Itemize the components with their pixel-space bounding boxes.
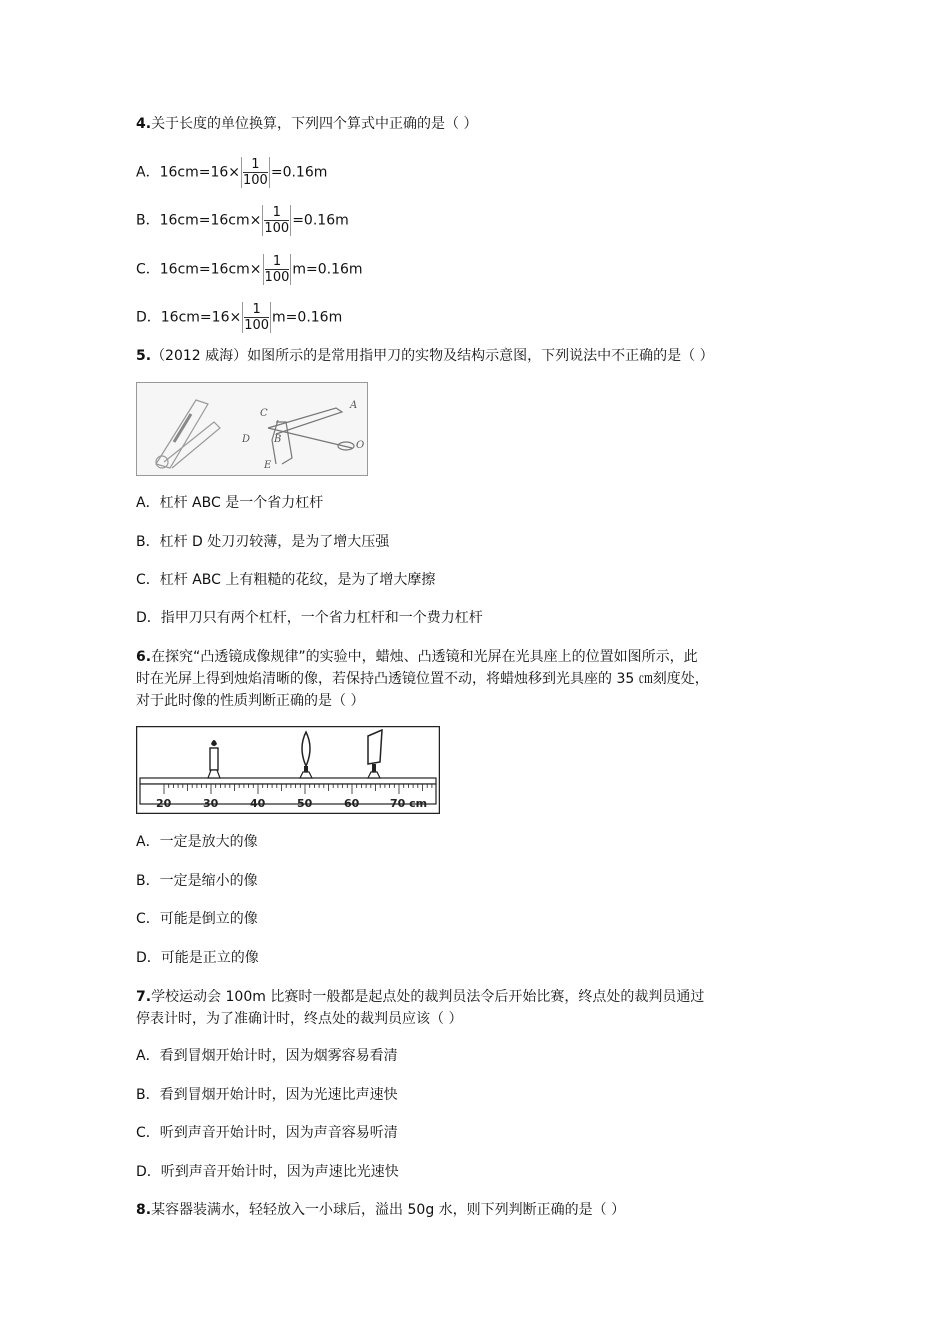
q5-stem-text: （2012 威海）如图所示的是常用指甲刀的实物及结构示意图，下列说法中不正确的是（ ） <box>151 348 714 364</box>
q4-stem <box>136 114 478 134</box>
nail-clipper-image <box>136 382 368 476</box>
q5-option-c: C．杠杆 ABC 上有粗糙的花纹，是为了增大摩擦 <box>136 572 436 588</box>
tick-label-30: 30 <box>203 797 219 810</box>
q7-option-d: D．听到声音开始计时，因为声速比光速快 <box>136 1164 399 1180</box>
tick-label-60: 60 <box>344 797 360 810</box>
optical-bench-image <box>136 726 440 814</box>
label-e: E <box>264 460 272 471</box>
q6-stem-line2: 时在光屏上得到烛焰清晰的像，若保持凸透镜位置不动，将蜡烛移到光具座的 35 ㎝刻度处， <box>136 671 709 687</box>
q6-number: 6. <box>136 649 152 665</box>
q5-stem <box>136 346 714 366</box>
label-a: A <box>350 400 358 411</box>
fraction: $\frac{1}{100}$ <box>264 254 290 285</box>
q4-number: 4. <box>136 116 152 132</box>
q7-option-a: A．看到冒烟开始计时，因为烟雾容易看清 <box>136 1048 398 1064</box>
tick-label-40: 40 <box>250 797 266 810</box>
tick-label-70: 70 cm <box>390 797 428 810</box>
q4-option-d: D．16cm=16× $\frac{1}{100}$ m=0.16m <box>136 302 343 333</box>
q4-stem-text: 关于长度的单位换算，下列四个算式中正确的是（ ） <box>151 116 478 132</box>
label-d: D <box>242 434 251 445</box>
q6-option-d: D．可能是正立的像 <box>136 950 259 966</box>
q6-option-a: A．一定是放大的像 <box>136 834 258 850</box>
q5-option-d: D．指甲刀只有两个杠杆，一个省力杠杆和一个费力杠杆 <box>136 610 483 626</box>
q7-stem-line2: 停表计时，为了准确计时，终点处的裁判员应该（ ） <box>136 1011 463 1027</box>
q6-stem-line3: 对于此时像的性质判断正确的是（ ） <box>136 693 365 709</box>
fraction: $\frac{1}{100}$ <box>264 205 290 236</box>
nail-clipper-figure <box>136 382 368 476</box>
q4-option-b: B．16cm=16cm× $\frac{1}{100}$ =0.16m <box>136 205 349 236</box>
q6-stem-line1: 6.在探究“凸透镜成像规律”的实验中，蜡烛、凸透镜和光屏在光具座上的位置如图所示，此 <box>136 649 698 665</box>
fraction: $\frac{1}{100}$ <box>244 302 270 333</box>
q5-option-a: A．杠杆 ABC 是一个省力杠杆 <box>136 495 324 511</box>
tick-label-50: 50 <box>297 797 313 810</box>
q6-option-c: C．可能是倒立的像 <box>136 911 258 927</box>
label-b: B <box>274 434 282 445</box>
q7-option-c: C．听到声音开始计时，因为声音容易听清 <box>136 1125 398 1141</box>
label-o: O <box>356 440 365 451</box>
q5-option-b: B．杠杆 D 处刀刃较薄，是为了增大压强 <box>136 534 390 550</box>
tick-label-20: 20 <box>156 797 172 810</box>
optical-bench-figure <box>136 726 440 814</box>
q7-number: 7. <box>136 989 152 1005</box>
q8-stem <box>136 1200 625 1220</box>
q8-number: 8. <box>136 1202 152 1218</box>
q4-option-a: A．16cm=16× $\frac{1}{100}$ =0.16m <box>136 157 328 188</box>
label-c: C <box>260 408 268 419</box>
q7-stem-line1: 7.学校运动会 100m 比赛时一般都是起点处的裁判员法令后开始比赛，终点处的裁判员通过 <box>136 989 705 1005</box>
fraction: $\frac{1}{100}$ <box>243 157 268 188</box>
q4-option-c: C．16cm=16cm× $\frac{1}{100}$ m=0.16m <box>136 254 363 285</box>
q6-option-b: B．一定是缩小的像 <box>136 873 258 889</box>
q8-stem-text: 某容器装满水，轻轻放入一小球后，溢出 50g 水，则下列判断正确的是（ ） <box>151 1202 626 1218</box>
q5-number: 5. <box>136 348 152 364</box>
q7-option-b: B．看到冒烟开始计时，因为光速比声速快 <box>136 1087 398 1103</box>
